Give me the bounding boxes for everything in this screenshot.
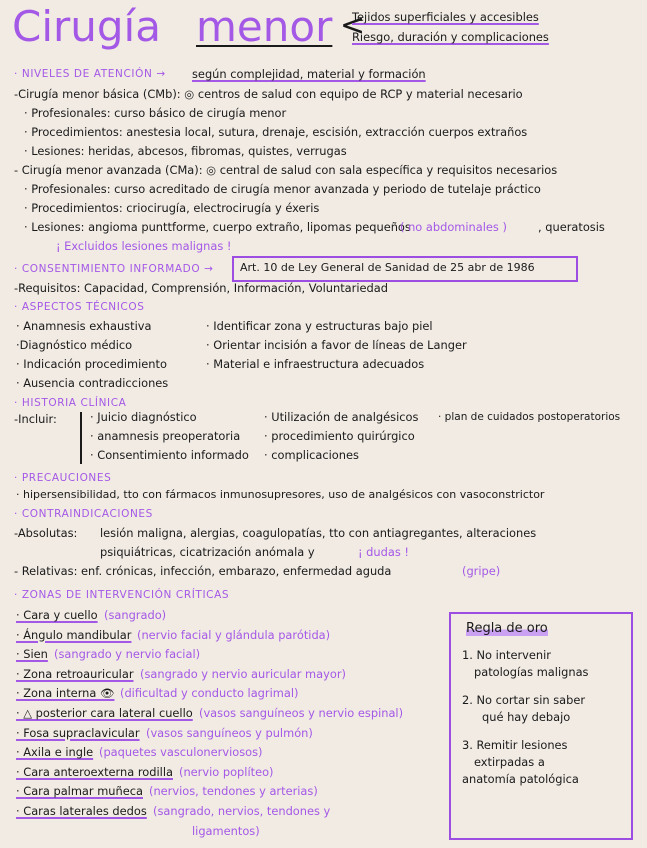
zona-item-label: · Fosa supraclavicular [16, 725, 140, 740]
avanzada-profesionales: · Profesionales: curso acreditado de cirugía menor avanzada y periodo de tutelaje práctico [24, 182, 541, 196]
absolutas-line-2: psiquiátricas, cicatrización anómala y [100, 545, 315, 559]
zona-item-note: (sangrado, nervios, tendones y [153, 804, 331, 818]
avanzada-lesiones-end: , queratosis [538, 220, 605, 234]
regla-title: Regla de oro [466, 621, 548, 636]
zona-item-note: (sangrado) [104, 608, 167, 622]
aspectos-right-3: · Material e infraestructura adecuados [206, 357, 425, 371]
aspectos-left-4: · Ausencia contradicciones [16, 376, 169, 390]
avanzada-procedimientos: · Procedimientos: criocirugía, electrocirugía y éxeris [24, 201, 320, 215]
zona-item-label: · △ posterior cara lateral cuello [16, 706, 193, 720]
aspectos-right-1: · Identificar zona y estructuras bajo piel [206, 319, 433, 333]
title-bullet-1: Tejidos superficiales y accesibles [352, 10, 539, 24]
historia-col1-2: · anamnesis preoperatoria [90, 429, 241, 443]
zona-item-note: (vasos sanguíneos y pulmón) [146, 725, 313, 740]
relativas-line: - Relativas: enf. crónicas, infección, embarazo, enfermedad aguda [14, 564, 392, 578]
title-part1: Cirugía [12, 2, 161, 51]
historia-col3: · plan de cuidados postoperatorios [438, 411, 621, 423]
ley-text: Art. 10 de Ley General de Sanidad de 25 abr de 1986 [240, 261, 535, 274]
zona-item-note: (sangrado y nervio auricular mayor) [140, 666, 346, 681]
regla-1a: 1. No intervenir [462, 648, 551, 662]
zona-item-label: · Cara palmar muñeca [16, 784, 143, 799]
zonas-header: · ZONAS DE INTERVENCIÓN CRÍTICAS [14, 589, 230, 601]
aspectos-left-2: ·Diagnóstico médico [16, 338, 133, 352]
zona-item-note: (nervios, tendones y arterias) [149, 784, 318, 799]
basica-profesionales: · Profesionales: curso básico de cirugía menor [24, 106, 287, 120]
regla-3c: anatomía patológica [462, 772, 579, 786]
zona-item-label: · Axila e ingle [16, 745, 94, 760]
zona-item-label: · Cara anteroexterna rodilla [16, 764, 173, 779]
regla-3b: extirpadas a [474, 755, 545, 769]
regla-2b: qué hay debajo [482, 710, 571, 724]
zonas-last-cont: ligamentos) [192, 824, 260, 838]
zona-item-label: · Cara y cuello [16, 608, 98, 622]
aspectos-right-2: · Orientar incisión a favor de líneas de Langer [206, 338, 467, 352]
avanzada-lesiones: · Lesiones: angioma punttforme, cuerpo extraño, lipomas pequeños [24, 220, 411, 234]
basica-procedimientos: · Procedimientos: anestesia local, sutura, drenaje, escisión, extracción cuerpos extraños [24, 125, 528, 139]
title-part2: menor [196, 2, 333, 51]
basica-line: -Cirugía menor básica (CMb): ◎ centros de salud con equipo de RCP y material necesario [14, 87, 523, 101]
historia-col1-1: · Juicio diagnóstico [90, 410, 197, 424]
historia-col2-3: · complicaciones [264, 448, 359, 462]
regla-2a: 2. No cortar sin saber [462, 693, 586, 707]
historia-col2-2: · procedimiento quirúrgico [264, 429, 415, 443]
zona-item-label: · Zona interna 👁 [16, 686, 115, 701]
zona-item-note: (nervio facial y glándula parótida) [137, 627, 331, 642]
regla-3a: 3. Remitir lesiones [462, 738, 568, 752]
consentimiento-header: · CONSENTIMIENTO INFORMADO → [14, 263, 214, 275]
contraindicaciones-header: · CONTRAINDICACIONES [14, 508, 153, 520]
excluidos-note: ¡ Excluidos lesiones malignas ! [56, 239, 232, 253]
niveles-header: · NIVELES DE ATENCIÓN → [14, 68, 166, 80]
zona-item-note: (sangrado y nervio facial) [54, 647, 201, 662]
zona-item-label: · Zona retroauricular [16, 666, 134, 681]
aspectos-header: · ASPECTOS TÉCNICOS [14, 301, 145, 313]
regla-1b: patologías malignas [474, 665, 589, 679]
historia-bar [80, 412, 82, 464]
aspectos-left-3: · Indicación procedimiento [16, 357, 167, 371]
avanzada-lesiones-note: ( no abdominales ) [400, 220, 507, 234]
absolutas-line-1: lesión maligna, alergias, coagulopatías, tto con antiagregantes, alteraciones [100, 526, 537, 540]
absolutas-label: -Absolutas: [14, 526, 78, 540]
basica-lesiones: · Lesiones: heridas, abcesos, fibromas, quistes, verrugas [24, 144, 347, 158]
historia-col2-1: · Utilización de analgésicos [264, 410, 419, 424]
precauciones-text: · hipersensibilidad, tto con fármacos inmunosupresores, uso de analgésicos con vasoconstrictor [16, 488, 545, 501]
precauciones-header: · PRECAUCIONES [14, 472, 112, 484]
zona-item-note: (paquetes vasculonerviosos) [99, 745, 263, 760]
historia-incluir: -Incluir: [14, 412, 57, 426]
absolutas-dudas: ¡ dudas ! [358, 545, 409, 559]
zona-item-label: · Caras laterales dedos [16, 804, 147, 818]
aspectos-left-1: · Anamnesis exhaustiva [16, 319, 152, 333]
avanzada-line: - Cirugía menor avanzada (CMa): ◎ central de salud con sala específica y requisitos necesarios [14, 163, 558, 177]
zona-item-note: (nervio poplíteo) [179, 764, 274, 779]
title-brace: < [340, 8, 366, 43]
niveles-header-rest: según complejidad, material y formación [192, 67, 426, 81]
historia-col1-3: · Consentimiento informado [90, 448, 249, 462]
historia-header: · HISTORIA CLÍNICA [14, 397, 127, 409]
relativas-gripe: (gripe) [462, 564, 501, 578]
zona-item-note: (vasos sanguíneos y nervio espinal) [199, 706, 404, 720]
zona-item-label: · Sien [16, 647, 48, 662]
zona-item-label: · Ángulo mandibular [16, 627, 132, 642]
regla-box [449, 612, 633, 840]
zona-item-note: (dificultad y conducto lagrimal) [120, 686, 299, 701]
requisitos-line: -Requisitos: Capacidad, Comprensión, Información, Voluntariedad [14, 281, 388, 295]
title-bullet-2: Riesgo, duración y complicaciones [352, 30, 549, 44]
